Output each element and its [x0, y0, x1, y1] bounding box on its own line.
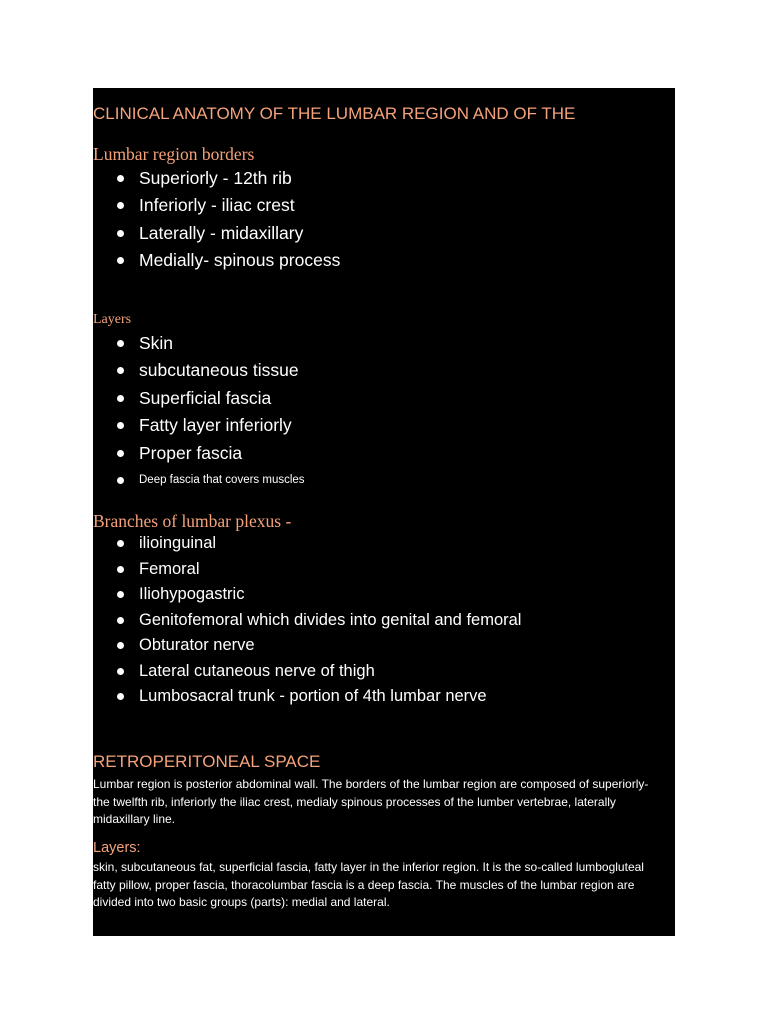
bullet-icon [117, 395, 124, 402]
document-page [93, 88, 675, 936]
list-item [93, 167, 340, 194]
list-item-text: Laterally - midaxillary [139, 222, 304, 243]
bullet-icon [117, 477, 124, 484]
branches-list [93, 533, 521, 712]
heading-lumbar-borders: Lumbar region borders [93, 144, 255, 164]
list-item-text: Obturator nerve [139, 636, 255, 654]
list-item-text: Fatty layer inferiorly [139, 415, 292, 436]
bullet-icon [117, 422, 124, 429]
list-item-text: Superiorly - 12th rib [139, 168, 292, 188]
bullet-icon [117, 591, 124, 598]
bullet-icon [117, 668, 124, 675]
paragraph-lumbar-region: Lumbar region is posterior abdominal wall. The borders of the lumbar region are composed of superiorly-the twelfth rib, inferiorly the iliac crest, medialy spinous processes of the lumber vertebrae, laterally midaxillary line. [93, 777, 649, 827]
list-item [93, 661, 521, 687]
bullet-icon [117, 617, 124, 624]
list-item [93, 194, 340, 221]
bullet-icon [117, 230, 124, 237]
layers-list [93, 332, 305, 496]
heading-retroperitoneal: RETROPERITONEAL SPACE [93, 752, 321, 771]
list-item [93, 332, 305, 359]
document-title: CLINICAL ANATOMY OF THE LUMBAR REGION AND OF THE [93, 104, 576, 123]
bullet-icon [117, 642, 124, 649]
list-item [93, 414, 305, 441]
list-item [93, 610, 521, 636]
bullet-icon [117, 175, 124, 182]
heading-layers: Layers [93, 312, 132, 327]
list-item-text: Medially- spinous process [139, 249, 341, 270]
list-item-text: Deep fascia that covers muscles [139, 473, 305, 486]
bullet-icon [117, 540, 124, 547]
list-item [93, 686, 521, 712]
list-item [93, 469, 305, 496]
bullet-icon [117, 202, 124, 209]
list-item [93, 387, 305, 414]
paragraph-layers: skin, subcutaneous fat, superficial fascia, fatty layer in the inferior region. It is the so-called lumbogluteal fatty pillow, proper fascia, thoracolumbar fascia is a deep fascia. The muscles of the lumbar region are divided into two basic groups (parts): medial and lateral. [93, 860, 644, 910]
borders-list [93, 167, 340, 276]
heading-layers-2: Layers: [93, 840, 141, 856]
bullet-icon [117, 257, 124, 264]
list-item-text: Femoral [139, 559, 200, 578]
list-item-text: subcutaneous tissue [139, 360, 299, 381]
list-item-text: Iliohypogastric [139, 585, 245, 603]
list-item [93, 359, 305, 386]
list-item [93, 533, 521, 559]
heading-branches: Branches of lumbar plexus - [93, 511, 292, 531]
list-item [93, 249, 340, 276]
list-item [93, 222, 340, 249]
list-item-text: Genitofemoral which divides into genital and femoral [139, 610, 522, 629]
list-item-text: Inferiorly - iliac crest [139, 195, 295, 216]
list-item-text: Lumbosacral trunk - portion of 4th lumbar nerve [139, 687, 487, 705]
list-item [93, 635, 521, 661]
list-item-text: Skin [139, 333, 174, 353]
list-item-text: Proper fascia [139, 442, 243, 463]
bullet-icon [117, 566, 124, 573]
bullet-icon [117, 367, 124, 374]
bullet-icon [117, 340, 124, 347]
bullet-icon [117, 450, 124, 457]
list-item [93, 584, 521, 610]
list-item-text: ilioinguinal [139, 534, 217, 552]
list-item-text: Lateral cutaneous nerve of thigh [139, 661, 375, 680]
bullet-icon [117, 693, 124, 700]
list-item [93, 442, 305, 469]
list-item [93, 559, 521, 585]
list-item-text: Superficial fascia [139, 387, 272, 408]
